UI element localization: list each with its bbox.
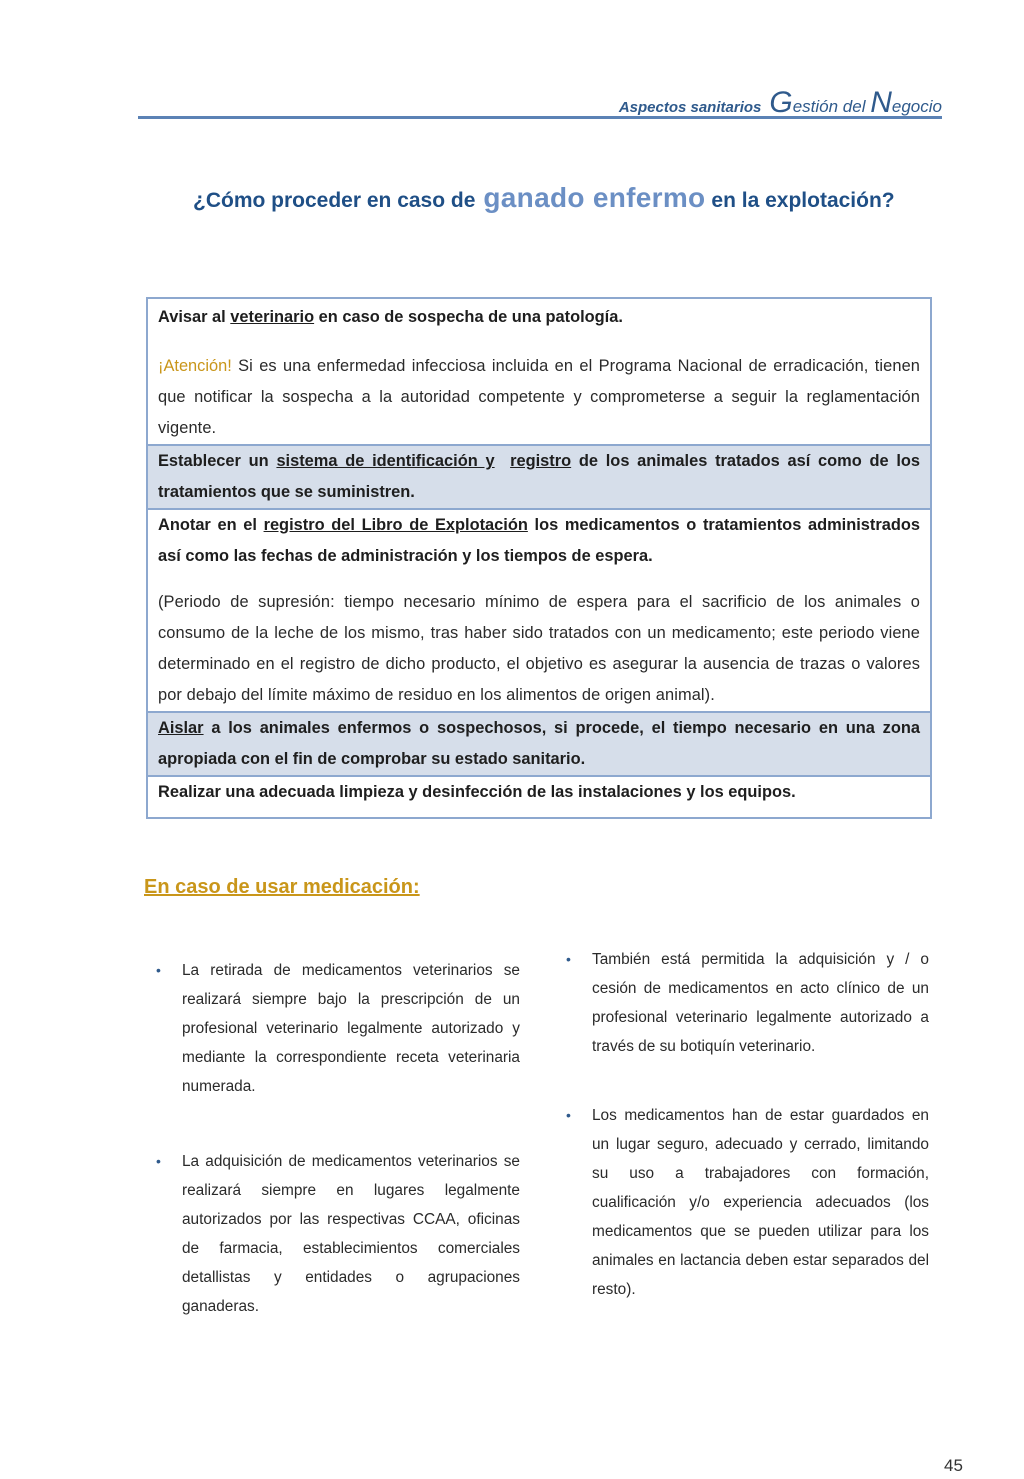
list-item xyxy=(156,1147,520,1321)
procedure-item-register xyxy=(148,508,930,711)
bullet-icon: • xyxy=(566,1107,571,1123)
header-section: Aspectos sanitarios xyxy=(618,99,762,116)
item2-post: de los animales tratados así como de los tratamientos que se suministren. xyxy=(158,452,921,501)
header-g-initial: G xyxy=(769,86,793,119)
title-after: en la explotación? xyxy=(711,189,895,212)
procedure-item-notify-vet xyxy=(148,299,930,444)
item2-link2: registro xyxy=(510,452,572,470)
list-item-text: La adquisición de medicamentos veterinarios se realizará siempre en lugares legalmente autorizados por las respectivas CCAA, oficinas de farmacia, establecimientos comerciales detallistas y entidades o agrupaciones ganaderas. xyxy=(182,1153,520,1315)
header-gestion-rest: estión del xyxy=(792,97,871,116)
list-item-text: También está permitida la adquisición y / o cesión de medicamentos en acto clínico de un profesional veterinario legalmente autorizado a través de su botiquín veterinario. xyxy=(592,951,929,1055)
item3-link: registro del Libro de Explotación xyxy=(263,516,528,534)
medication-heading: En caso de usar medicación: xyxy=(144,876,420,898)
medication-left-column xyxy=(156,956,520,1321)
medication-right-column xyxy=(566,945,929,1304)
page-number: 45 xyxy=(944,1456,963,1475)
list-item xyxy=(566,945,929,1061)
header-n-initial: N xyxy=(870,86,892,119)
item2-pre: Establecer un xyxy=(158,452,277,470)
title-highlight: ganado enfermo xyxy=(483,182,706,213)
list-item-text: Los medicamentos han de estar guardados en un lugar seguro, adecuado y cerrado, limitando su uso a trabajadores con formación, cualificación y/o experiencia adecuados (los medicamentos que se pueden utilizar para los animales en lactancia deben estar separados del resto). xyxy=(592,1107,929,1298)
item3-pre: Anotar en el xyxy=(158,516,264,534)
bullet-icon: • xyxy=(156,962,161,978)
list-item xyxy=(156,956,520,1101)
withdrawal-period-note: (Periodo de supresión: tiempo necesario mínimo de espera para el sacrificio de los animales o consumo de la leche de los mismo, tras haber sido tratados con un medicamento; este periodo viene determinado en el registro de dicho producto, el objetivo es asegurar la ausencia de trazas o valores por debajo del límite máximo de residuo en los alimentos de origen animal). xyxy=(158,593,920,704)
list-item-text: La retirada de medicamentos veterinarios se realizará siempre bajo la prescripción de un profesional veterinario legalmente autorizado y mediante la correspondiente receta veterinaria numerada. xyxy=(182,962,520,1095)
item5-text: Realizar una adecuada limpieza y desinfección de las instalaciones y los equipos. xyxy=(158,783,796,801)
warning-text: Si es una enfermedad infecciosa incluida en el Programa Nacional de erradicación, tienen que notificar la sospecha a la autoridad competente y comprometerse a seguir la reglamentación vigente. xyxy=(158,357,920,437)
item1-link: veterinario xyxy=(230,308,315,326)
procedure-box xyxy=(146,297,932,819)
procedure-item-identification xyxy=(148,444,930,508)
title-before: ¿Cómo proceder en caso de xyxy=(193,189,476,212)
page-header xyxy=(138,72,942,119)
item3-post: los medicamentos o tratamientos administrados así como las fechas de administración y los tiempos de espera. xyxy=(158,516,920,565)
item2-link1: sistema de identificación y xyxy=(276,452,495,470)
item1-post: en caso de sospecha de una patología. xyxy=(314,308,623,326)
item1-pre: Avisar al xyxy=(158,308,231,326)
item4-link: Aislar xyxy=(158,719,204,737)
header-negocio-rest: egocio xyxy=(891,97,942,116)
item4-post: a los animales enfermos o sospechosos, si procede, el tiempo necesario en una zona apropiada con el fin de comprobar su estado sanitario. xyxy=(158,719,920,768)
item2-mid xyxy=(495,452,511,470)
procedure-item-cleaning xyxy=(148,775,930,808)
header-business-title xyxy=(769,86,942,119)
warning-label: ¡Atención! xyxy=(158,357,232,375)
list-item xyxy=(566,1101,929,1304)
procedure-item-isolate xyxy=(148,711,930,775)
bullet-icon: • xyxy=(156,1153,161,1169)
bullet-icon: • xyxy=(566,951,571,967)
page-title xyxy=(193,182,913,214)
